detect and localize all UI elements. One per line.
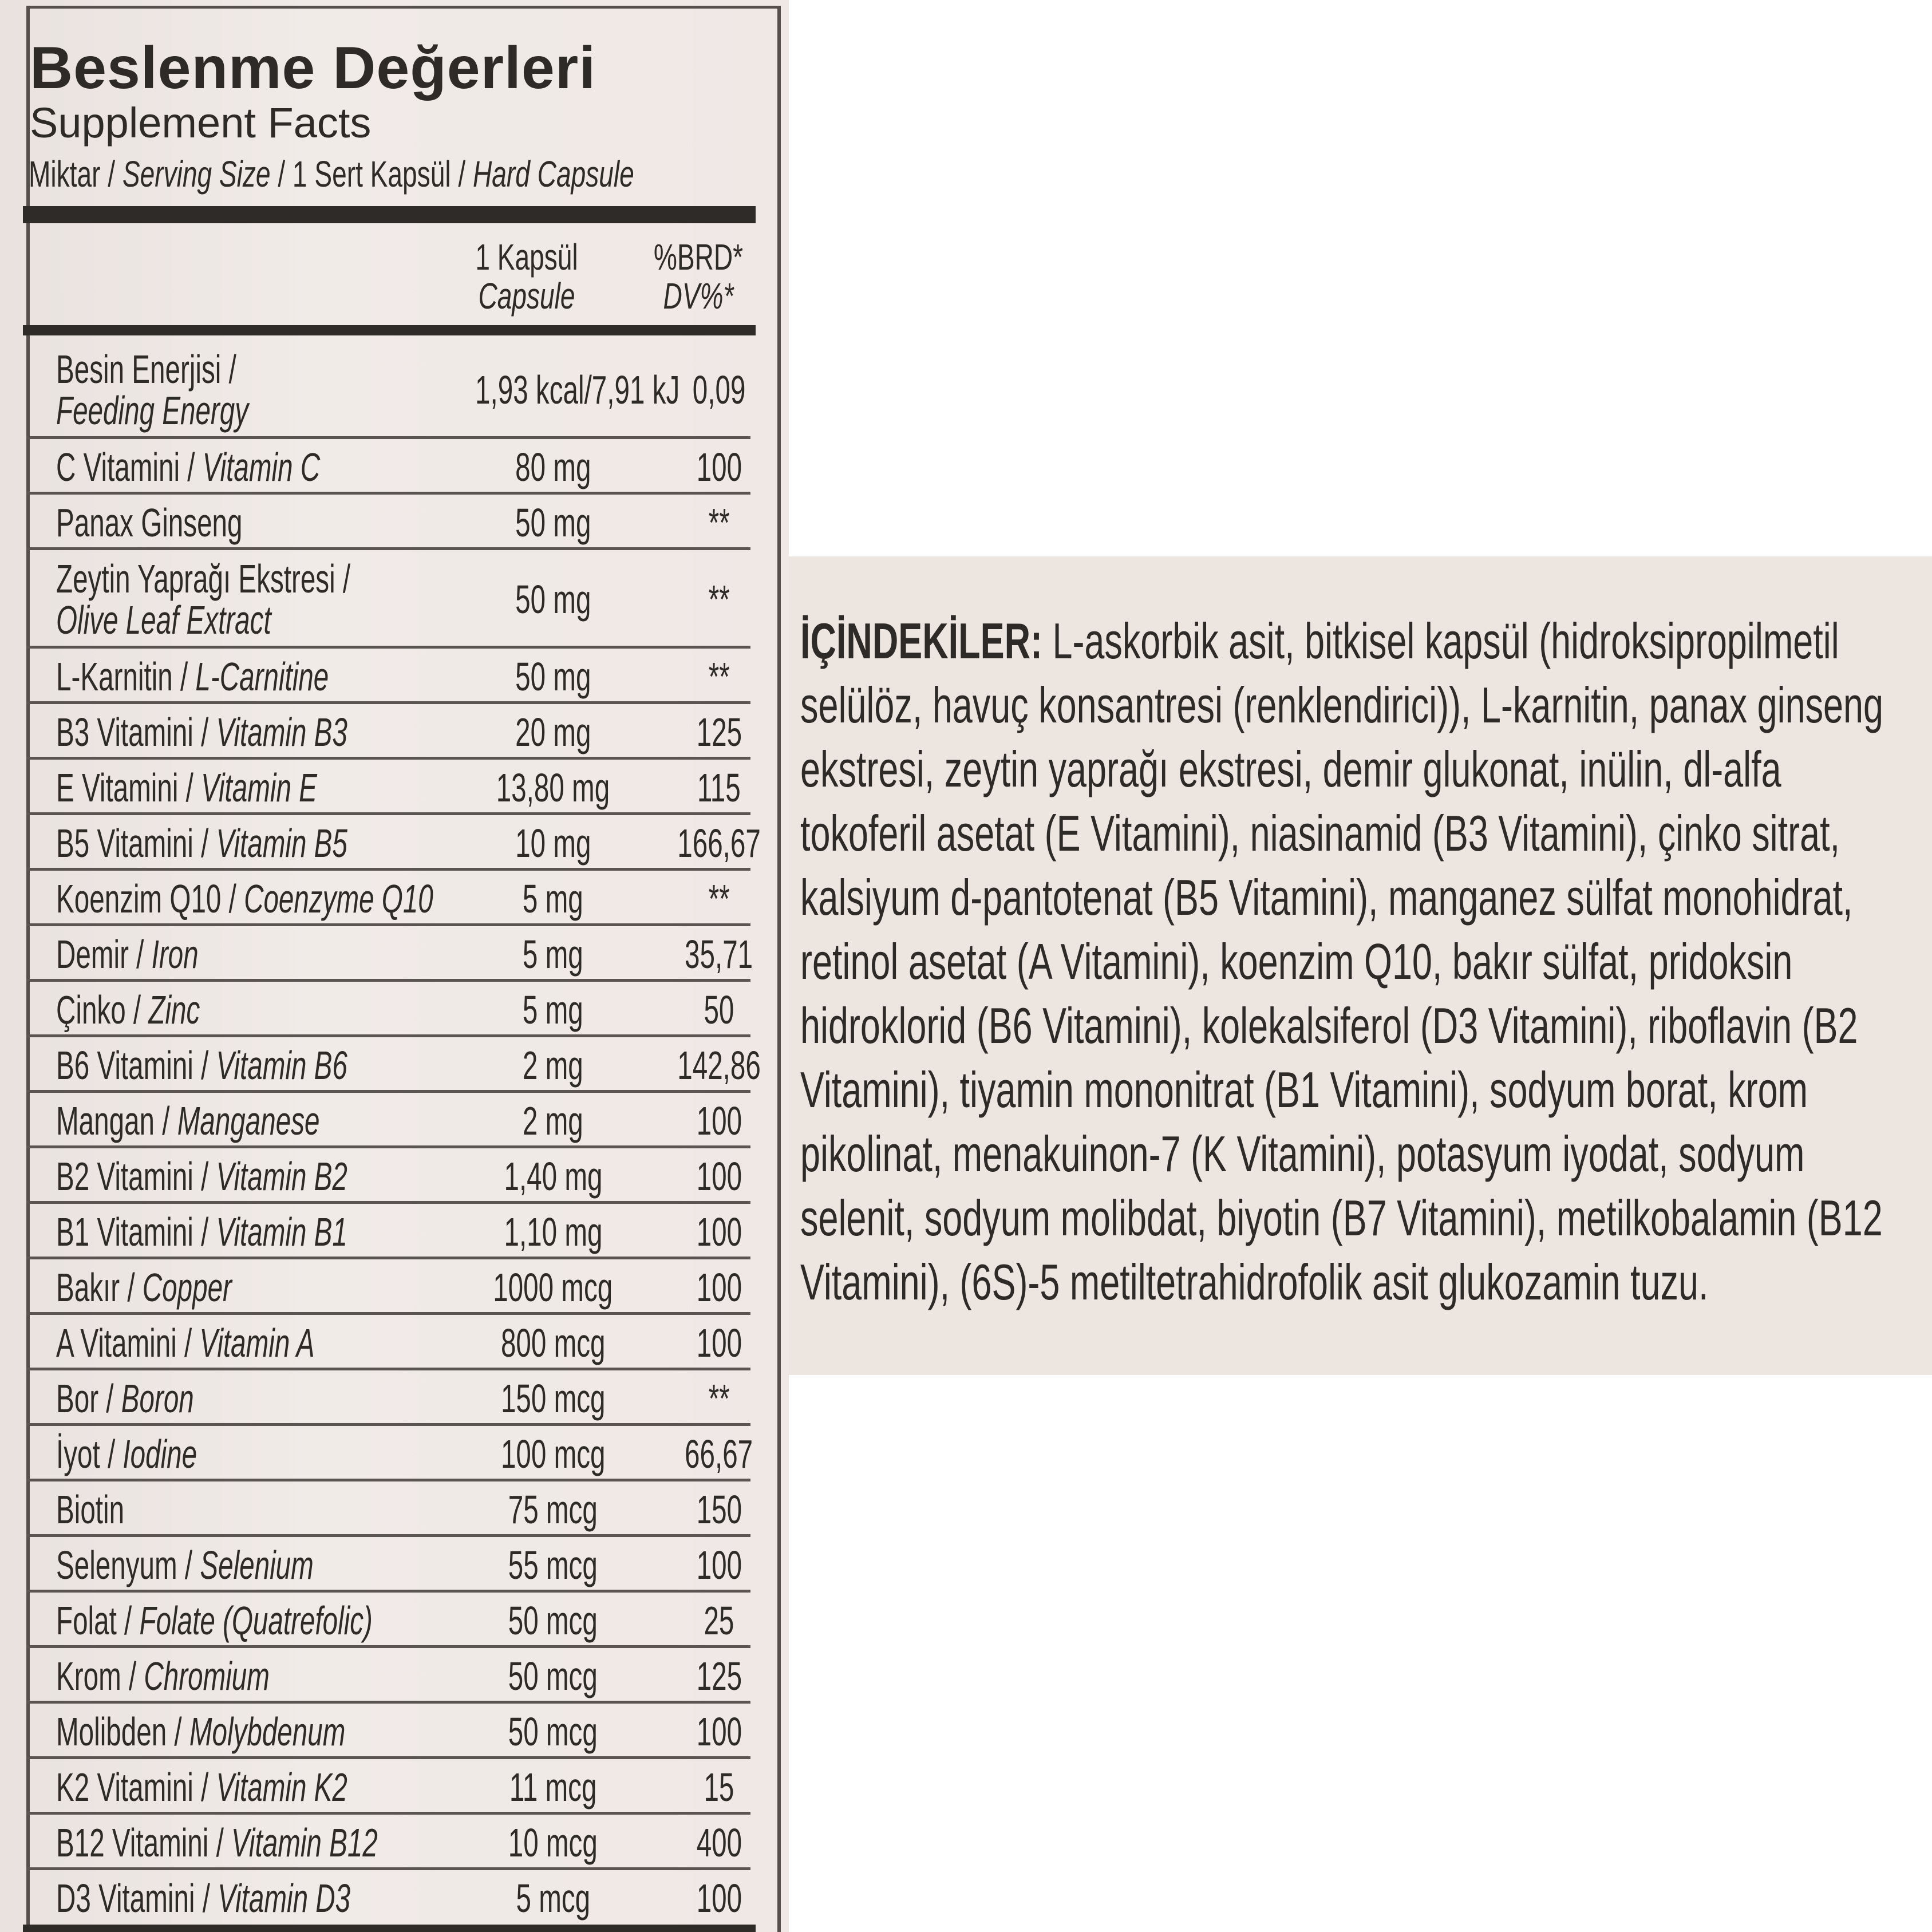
nutrient-amount <box>427 1542 679 1588</box>
nutrient-dv <box>647 1820 791 1866</box>
nutrient-name <box>56 1487 156 1532</box>
nutrient-dv-value: 125 <box>696 1653 742 1698</box>
nutrient-name-tr: B2 Vitamini / <box>56 1153 209 1199</box>
nutrient-amount-value: 5 mg <box>523 876 583 921</box>
nutrient-name-tr: A Vitamini / <box>56 1320 192 1365</box>
nutrient-name <box>56 1764 484 1810</box>
nutrient-name-tr: İyot / <box>56 1431 116 1476</box>
nutrient-name-en: Folate (Quatrefolic) <box>139 1598 373 1643</box>
nutrient-name-tr: B3 Vitamini / <box>56 709 209 754</box>
nutrient-name-en: Feeding Energy <box>56 388 249 433</box>
serving-prefix: Miktar / <box>29 153 116 195</box>
nutrient-name <box>56 987 268 1033</box>
nutrient-amount-value: 55 mcg <box>508 1542 598 1587</box>
nutrient-amount <box>427 1042 679 1088</box>
nutrient-name <box>56 820 484 866</box>
nutrient-name <box>56 931 266 977</box>
nutrient-dv <box>647 765 791 811</box>
table-row <box>26 760 750 815</box>
nutrient-name-en: Vitamin B6 <box>216 1042 347 1088</box>
nutrient-dv <box>647 931 791 977</box>
nutrient-name-en: Iron <box>151 931 199 977</box>
table-row <box>26 1204 750 1259</box>
table-row <box>26 815 761 871</box>
nutrient-name-tr: C Vitamini / <box>56 444 195 489</box>
nutrient-dv <box>647 1376 791 1421</box>
nutrient-name-tr: E Vitamini / <box>56 765 193 810</box>
nutrient-name-tr: B5 Vitamini / <box>56 820 209 866</box>
table-row <box>26 704 750 760</box>
column-header-amount-tr: 1 Kapsül <box>475 236 578 278</box>
column-header-amount-en: Capsule <box>478 275 575 317</box>
table-row <box>26 1481 750 1537</box>
nutrient-name <box>56 1431 263 1477</box>
nutrient-name-en: Vitamin B3 <box>216 709 347 754</box>
nutrient-name-en: Vitamin B5 <box>216 820 347 866</box>
nutrient-name-en: Vitamin A <box>199 1320 315 1365</box>
nutrient-name-tr: Molibden / <box>56 1709 182 1754</box>
nutrient-amount <box>427 1875 679 1921</box>
nutrient-name-tr: Koenzim Q10 / <box>56 876 236 921</box>
ingredients-list: L-askorbik asit, bitkisel kapsül (hidroksipropilmetil selülöz, havuç konsantresi (renklendirici)), L-karnitin, panax ginseng ekstresi, zeytin yaprağı ekstresi, demir glukonat, inülin, dl-alfa tokoferil asetat (E Vitamini), niasinamid (B3 Vitamini), çinko sitrat, kalsiyum d-pantotenat (B5 Vitamini), manganez sülfat monohidrat, retinol asetat (A Vitamini), koenzim Q10, bakır sülfat, pridoksin hidroklorid (B6 Vitamini), kolekalsiferol (D3 Vitamini), riboflavin (B2 Vitamini), tiyamin mononitrat (B1 Vitamini), sodyum borat, krom pikolinat, menakuinon-7 (K Vitamini), potasyum iyodat, sodyum selenit, sodyum molibdat, biyotin (B7 Vitamini), metilkobalamin (B12 Vitamini), (6S)-5 metiltetrahidrofolik asit glukozamin tuzu. <box>800 613 1884 1310</box>
heavy-divider-bottom <box>23 1925 756 1932</box>
table-row <box>26 1759 750 1815</box>
nutrient-name-tr: D3 Vitamini / <box>56 1875 210 1921</box>
nutrient-dv-value: 100 <box>696 1265 742 1310</box>
heavy-divider-top <box>23 206 756 223</box>
nutrient-dv-value: 115 <box>697 765 741 810</box>
heavy-divider-header <box>23 325 756 335</box>
nutrient-amount <box>427 1709 679 1755</box>
nutrient-amount <box>427 1098 679 1144</box>
table-row <box>26 1148 750 1204</box>
nutrient-dv <box>647 709 791 755</box>
nutrient-amount <box>427 876 679 922</box>
nutrient-name-tr: Selenyum / <box>56 1542 193 1587</box>
nutrient-amount-value: 2 mg <box>523 1098 583 1143</box>
nutrient-dv-value: ** <box>708 654 730 699</box>
nutrient-dv-value: ** <box>708 1376 730 1421</box>
nutrient-name <box>56 558 489 641</box>
nutrient-name <box>56 500 330 546</box>
ingredients-label: İÇİNDEKİLER: <box>800 613 1042 669</box>
facts-title: Beslenme Değerleri <box>30 35 596 101</box>
nutrient-amount <box>427 1265 679 1310</box>
nutrient-amount <box>427 709 679 755</box>
nutrient-dv <box>647 1098 791 1144</box>
table-row <box>26 1315 750 1370</box>
nutrient-name-tr: Zeytin Yaprağı Ekstresi / <box>56 556 351 601</box>
nutrient-name-tr: B1 Vitamini / <box>56 1209 209 1254</box>
nutrient-amount <box>427 1209 679 1255</box>
nutrient-name-tr: B6 Vitamini / <box>56 1042 209 1088</box>
table-row <box>26 1370 750 1426</box>
nutrient-dv-value: 125 <box>696 709 742 754</box>
nutrient-name-en: Vitamin B1 <box>216 1209 347 1254</box>
nutrient-dv <box>647 1598 791 1643</box>
nutrient-amount-value: 80 mg <box>515 444 591 489</box>
nutrient-amount <box>427 1487 679 1532</box>
nutrient-dv <box>647 1764 791 1810</box>
nutrient-dv-value: 15 <box>704 1764 734 1809</box>
nutrient-amount <box>427 1653 679 1699</box>
nutrient-dv <box>647 1542 791 1588</box>
nutrient-dv <box>647 654 791 700</box>
nutrient-dv <box>647 1209 791 1255</box>
nutrient-dv-value: 100 <box>696 1709 742 1754</box>
nutrient-name-tr: B12 Vitamini / <box>56 1820 224 1865</box>
nutrient-amount-value: 50 mcg <box>508 1653 598 1698</box>
nutrient-name <box>56 1265 314 1310</box>
table-row <box>26 926 753 982</box>
nutrient-name-tr: Mangan / <box>56 1098 170 1143</box>
nutrient-name <box>56 765 440 811</box>
nutrient-dv <box>647 1431 791 1477</box>
table-row <box>26 1037 761 1093</box>
nutrient-name <box>56 1153 484 1199</box>
nutrient-amount-value: 13,80 mg <box>496 765 610 810</box>
nutrient-dv <box>647 1653 791 1699</box>
nutrient-dv <box>647 1265 791 1310</box>
nutrient-dv <box>647 876 791 922</box>
nutrient-amount <box>427 500 679 546</box>
nutrient-dv <box>647 820 791 866</box>
supplement-facts-panel <box>0 0 789 1932</box>
nutrient-name <box>56 1098 444 1144</box>
nutrient-name-tr: Folat / <box>56 1598 132 1643</box>
serving-middle: / 1 Sert Kapsül / <box>278 153 466 195</box>
column-header-amount <box>452 238 600 315</box>
nutrient-dv <box>647 367 791 413</box>
nutrient-name-en: Manganese <box>177 1098 320 1143</box>
nutrient-amount-value: 10 mcg <box>508 1820 598 1865</box>
serving-size <box>29 153 634 195</box>
table-row <box>26 1426 753 1481</box>
nutrient-name-en: Selenium <box>200 1542 314 1587</box>
nutrient-amount-value: 75 mcg <box>508 1487 598 1532</box>
nutrient-name-en: Vitamin E <box>201 765 317 810</box>
nutrient-dv <box>647 987 791 1033</box>
nutrient-dv-value: 66,67 <box>685 1431 753 1476</box>
nutrient-name-en: Vitamin D3 <box>218 1875 351 1921</box>
nutrient-dv <box>647 500 791 546</box>
serving-size-en: Serving Size <box>122 153 271 195</box>
nutrient-name-tr: K2 Vitamini / <box>56 1764 209 1809</box>
nutrient-name-en: Iodine <box>123 1431 197 1476</box>
table-row <box>26 1704 750 1759</box>
nutrient-amount-value: 10 mg <box>515 820 591 866</box>
nutrient-amount <box>427 1153 679 1199</box>
nutrient-name-en: Zinc <box>148 987 200 1032</box>
nutrient-dv-value: 100 <box>696 1098 742 1143</box>
nutrient-dv-value: ** <box>708 500 730 545</box>
nutrient-dv-value: 100 <box>696 1153 742 1199</box>
nutrient-amount-value: 5 mg <box>523 987 583 1032</box>
nutrient-name-en: Boron <box>121 1376 194 1421</box>
nutrient-dv-value: ** <box>708 876 730 921</box>
nutrient-dv-value: 166,67 <box>677 820 761 866</box>
column-header-dv-tr: %BRD* <box>653 236 744 278</box>
nutrient-dv-value: 0,09 <box>692 368 746 412</box>
nutrient-dv-value: ** <box>708 577 730 622</box>
nutrient-amount <box>427 931 679 977</box>
nutrient-dv-value: 100 <box>696 1209 742 1254</box>
nutrient-amount-value: 800 mcg <box>500 1320 606 1365</box>
nutrient-name <box>56 349 339 431</box>
serving-capsule-en: Hard Capsule <box>472 153 634 195</box>
nutrient-name-en: Vitamin B12 <box>231 1820 378 1865</box>
nutrient-name-tr: Çinko / <box>56 987 141 1032</box>
nutrient-dv <box>647 444 791 490</box>
nutrient-amount-value: 50 mg <box>515 500 591 545</box>
column-header-dv-en: DV%* <box>663 275 734 317</box>
nutrient-amount <box>427 367 679 413</box>
nutrient-name <box>56 1542 434 1588</box>
nutrient-dv <box>647 1709 791 1755</box>
table-row <box>26 1593 750 1648</box>
nutrient-amount-value: 1,40 mg <box>504 1153 602 1199</box>
nutrient-name <box>56 444 444 490</box>
nutrient-dv-value: 35,71 <box>685 931 753 977</box>
nutrient-name-en: Molybdenum <box>189 1709 346 1754</box>
nutrient-name-tr: Panax Ginseng <box>56 500 243 545</box>
table-row <box>26 495 750 550</box>
table-row <box>26 1537 750 1593</box>
column-header-dv <box>645 238 752 315</box>
nutrient-name-tr: Bakır / <box>56 1265 135 1310</box>
table-row <box>26 550 750 649</box>
nutrient-amount-value: 50 mg <box>515 577 591 622</box>
nutrient-name-en: Vitamin C <box>202 444 321 489</box>
table-row <box>26 1870 750 1926</box>
nutrient-amount <box>427 1598 679 1643</box>
nutrient-dv <box>647 576 791 622</box>
nutrient-amount <box>427 444 679 490</box>
nutrient-name-tr: Biotin <box>56 1487 125 1532</box>
table-row <box>26 439 750 495</box>
table-row <box>26 871 750 926</box>
table-row <box>26 341 750 439</box>
nutrient-dv-value: 150 <box>696 1487 742 1532</box>
nutrient-name-en: Vitamin K2 <box>216 1764 347 1809</box>
nutrient-amount-value: 2 mg <box>523 1042 583 1088</box>
nutrient-name <box>56 1376 259 1421</box>
nutrient-name-tr: Besin Enerjisi / <box>56 347 236 392</box>
nutrient-name-tr: Bor / <box>56 1376 114 1421</box>
table-row <box>26 1648 750 1704</box>
nutrient-amount-value: 50 mcg <box>508 1709 598 1754</box>
nutrient-amount <box>427 576 679 622</box>
nutrient-name <box>56 654 457 700</box>
nutrient-name-en: Olive Leaf Extract <box>56 598 271 642</box>
nutrient-amount <box>427 765 679 811</box>
nutrient-name-en: Coenzyme Q10 <box>244 876 433 921</box>
nutrient-amount-value: 1000 mcg <box>493 1265 613 1310</box>
nutrient-amount-value: 50 mcg <box>508 1598 598 1643</box>
nutrient-amount <box>427 1431 679 1477</box>
table-row <box>26 1093 750 1148</box>
nutrient-amount-value: 11 mcg <box>509 1764 597 1809</box>
nutrient-dv-value: 100 <box>696 1875 742 1921</box>
nutrient-amount <box>427 1764 679 1810</box>
table-row <box>26 1259 750 1315</box>
nutrient-name-tr: Demir / <box>56 931 144 977</box>
nutrient-amount <box>427 987 679 1033</box>
table-row <box>26 1815 750 1870</box>
ingredients-panel <box>789 556 1932 1375</box>
nutrient-amount-value: 150 mcg <box>500 1376 606 1421</box>
nutrient-dv <box>647 1153 791 1199</box>
nutrient-name-en: Copper <box>142 1265 232 1310</box>
nutrient-dv-value: 100 <box>696 1542 742 1587</box>
nutrient-amount <box>427 654 679 700</box>
nutrient-name-tr: L-Karnitin / <box>56 654 188 699</box>
nutrient-amount-value: 5 mcg <box>516 1875 590 1921</box>
nutrient-dv <box>647 1487 791 1532</box>
nutrient-amount-value: 1,93 kcal/7,91 kJ <box>475 368 680 412</box>
nutrient-dv <box>647 1320 791 1366</box>
nutrient-dv-value: 50 <box>704 987 734 1032</box>
nutrient-name <box>56 1320 436 1366</box>
nutrient-name <box>56 1042 484 1088</box>
nutrient-amount <box>427 1376 679 1421</box>
nutrient-dv-value: 400 <box>696 1820 742 1865</box>
nutrient-name <box>56 1653 370 1699</box>
nutrient-name <box>56 1209 484 1255</box>
nutrient-amount <box>427 820 679 866</box>
table-row <box>26 649 750 704</box>
nutrient-amount <box>427 1320 679 1366</box>
table-row <box>26 982 750 1037</box>
nutrient-amount-value: 20 mg <box>515 709 591 754</box>
ingredients-text <box>800 609 1914 1314</box>
nutrient-name-en: Chromium <box>144 1653 270 1698</box>
facts-subtitle: Supplement Facts <box>30 99 372 147</box>
nutrient-amount <box>427 1820 679 1866</box>
nutrient-dv-value: 100 <box>696 444 742 489</box>
nutrient-name <box>56 1875 489 1921</box>
nutrient-name <box>56 709 484 755</box>
nutrient-name-tr: Krom / <box>56 1653 137 1698</box>
nutrient-name-en: L-Carnitine <box>195 654 329 699</box>
nutrient-amount-value: 50 mg <box>515 654 591 699</box>
nutrient-name <box>56 1709 481 1755</box>
nutrient-amount-value: 5 mg <box>523 931 583 977</box>
nutrient-amount-value: 1,10 mg <box>504 1209 602 1254</box>
nutrient-dv-value: 142,86 <box>677 1042 761 1088</box>
nutrient-dv <box>647 1875 791 1921</box>
nutrient-dv <box>647 1042 791 1088</box>
nutrient-name-en: Vitamin B2 <box>216 1153 347 1199</box>
nutrient-amount-value: 100 mcg <box>500 1431 606 1476</box>
nutrient-dv-value: 100 <box>696 1320 742 1365</box>
nutrient-dv-value: 25 <box>704 1598 734 1643</box>
